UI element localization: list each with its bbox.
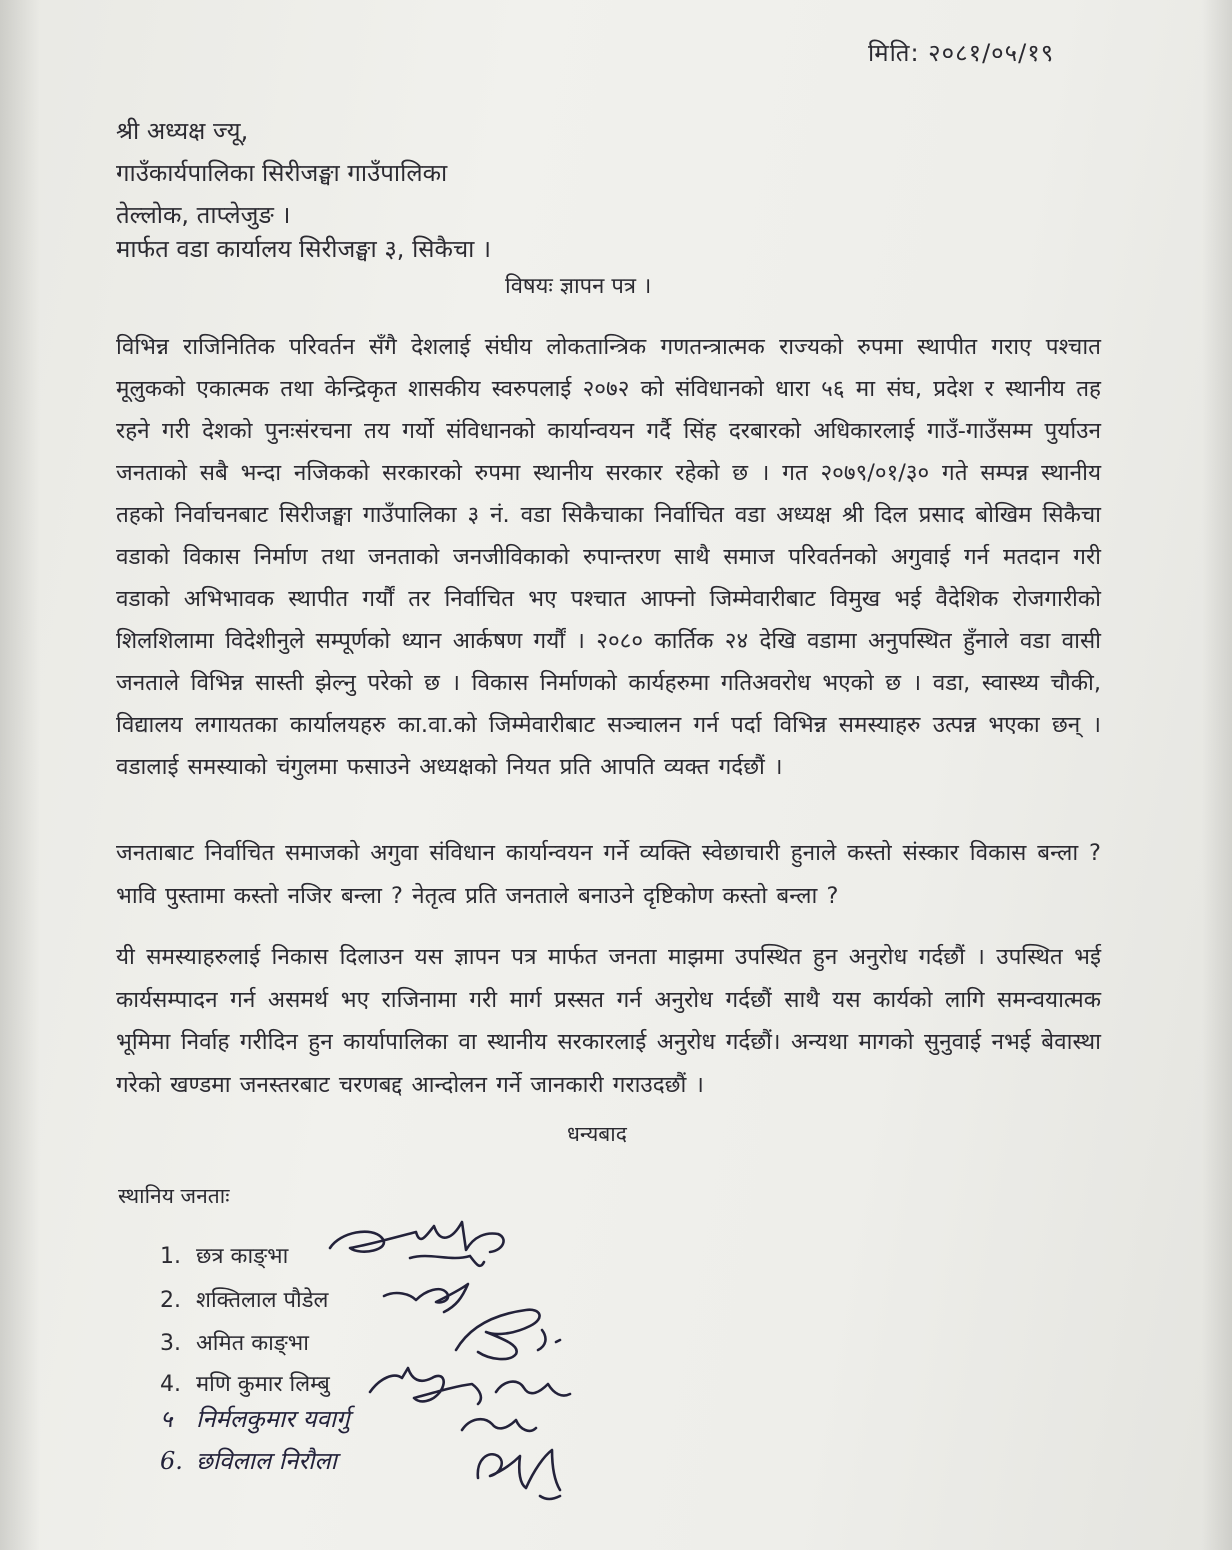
page-shadow-right (1202, 0, 1232, 1550)
signer-name: निर्मलकुमार यवार्गु (196, 1405, 350, 1433)
signature-4 (370, 1368, 570, 1404)
signature-1-underline (410, 1256, 484, 1266)
signer-row-handwritten (160, 1444, 337, 1477)
recipient-line-4: मार्फत वडा कार्यालय सिरीजङ्घा ३, सिकैचा । (116, 235, 492, 263)
signer-number: 2. (160, 1288, 181, 1313)
body-paragraph-3: यी समस्याहरुलाई निकास दिलाउन यस ज्ञापन पत्र मार्फत जनता माझमा उपस्थित हुन अनुरोध गर्दछौं । उपस्थित भई कार्यसम्पादन गर्न असमर्थ भए राजिनामा गरी मार्ग प्रस्सत गर्न अनुरोध गर्दछौं साथै यस कार्यको लागि समन्वयात्मक भूमिमा निर्वाह गरीदिन हुन कार्यापालिका वा स्थानीय सरकारलाई अनुरोध गर्दछौं। अन्यथा मागको सुनुवाई नभई बेवास्था गरेको खण्डमा जनस्तरबाट चरणबद्द आन्दोलन गर्ने जानकारी गराउदछौं । (116, 944, 1101, 1098)
signer-name: छविलाल निरौला (196, 1447, 337, 1475)
signer-row-handwritten (160, 1402, 350, 1435)
signature-2 (384, 1284, 468, 1312)
signer-name: छत्र काङ्भा (196, 1244, 289, 1269)
signature-6 (478, 1450, 560, 1499)
recipient-line-1: श्री अध्यक्ष ज्यू, (116, 117, 249, 145)
page-shadow-left (0, 0, 40, 1550)
signature-3 (456, 1310, 560, 1359)
signer-number: 3. (160, 1331, 181, 1356)
body-paragraph-1: विभिन्न राजिनितिक परिवर्तन सँगै देशलाई संघीय लोकतान्त्रिक गणतन्त्रात्मक राज्यको रुपमा स्थापीत गराए पश्चात मूलुकको एकात्मक तथा केन्द्रिकृत शासकीय स्वरुपलाई २०७२ को संविधानको धारा ५६ मा संघ, प्रदेश र स्थानीय तह रहने गरी देशको पुनःसंरचना तय गर्यो संविधानको कार्यान्वयन गर्दै सिंह दरबारको अधिकारलाई गाउँ-गाउँसम्म पुर्याउन जनताको सबै भन्दा नजिकको सरकारको रुपमा स्थानीय सरकार रहेको छ । गत २०७९/०१/३० गते सम्पन्न स्थानीय तहको निर्वाचनबाट सिरीजङ्घा गाउँपालिका ३ नं. वडा सिकैचाका निर्वाचित वडा अध्यक्ष श्री दिल प्रसाद बोखिम सिकैचा वडाको विकास निर्माण तथा जनताको जनजीविकाको रुपान्तरण साथै समाज परिवर्तनको अगुवाई गर्न मतदान गरी वडाको अभिभावक स्थापीत गर्यौं तर निर्वाचित भए पश्चात आफ्नो जिम्मेवारीबाट विमुख भई वैदेशिक रोजगारीको शिलशिलामा विदेशीनुले सम्पूर्णको ध्यान आर्कषण गर्यौं । २०८० कार्तिक २४ देखि वडामा अनुपस्थित हुँनाले वडा वासी जनताले विभिन्न सास्ती झेल्नु परेको छ । विकास निर्माणको कार्यहरुमा गतिअवरोध भएको छ । वडा, स्वास्थ्य चौकी, विद्यालय लगायतका कार्यालयहरु का.वा.को जिम्मेवारीबाट सञ्चालन गर्न पर्दा विभिन्न समस्याहरु उत्पन्न भएका छन् । वडालाई समस्याको चंगुलमा फसाउने अध्यक्षको नियत प्रति आपति व्यक्त गर्दछौं । (116, 334, 1101, 780)
signer-number: 4. (160, 1372, 181, 1397)
signer-row (160, 1240, 288, 1270)
signer-row (160, 1327, 309, 1357)
signer-name: अमित काङ्भा (196, 1331, 309, 1356)
signer-row (160, 1284, 328, 1314)
thanks-line: धन्यबाद (567, 1122, 627, 1146)
signature-1 (330, 1222, 504, 1252)
signers-heading: स्थानिय जनताः (118, 1184, 230, 1208)
signer-name: मणि कुमार लिम्बु (196, 1372, 330, 1397)
signer-name: शक्तिलाल पौडेल (196, 1288, 329, 1313)
signer-number: 6. (160, 1447, 183, 1475)
recipient-line-2: गाउँकार्यपालिका सिरीजङ्घा गाउँपालिका (116, 159, 448, 187)
body-paragraph-2: जनताबाट निर्वाचित समाजको अगुवा संविधान कार्यान्वयन गर्ने व्यक्ति स्वेछाचारी हुनाले कस्तो संस्कार विकास बन्ला ? भावि पुस्तामा कस्तो नजिर बन्ला ? नेतृत्व प्रति जनताले बनाउने दृष्टिकोण कस्तो बन्ला ? (116, 840, 1101, 909)
letter-subject: विषयः ज्ञापन पत्र । (505, 274, 652, 299)
recipient-line-3: तेल्लोक, ताप्लेजुङ । (116, 201, 291, 229)
signature-5 (462, 1419, 536, 1431)
letter-date: मिति: २०८१/०५/१९ (868, 39, 1055, 67)
signer-number: 1. (160, 1244, 181, 1269)
signer-row (160, 1368, 330, 1398)
signer-number: ५ (160, 1405, 173, 1433)
